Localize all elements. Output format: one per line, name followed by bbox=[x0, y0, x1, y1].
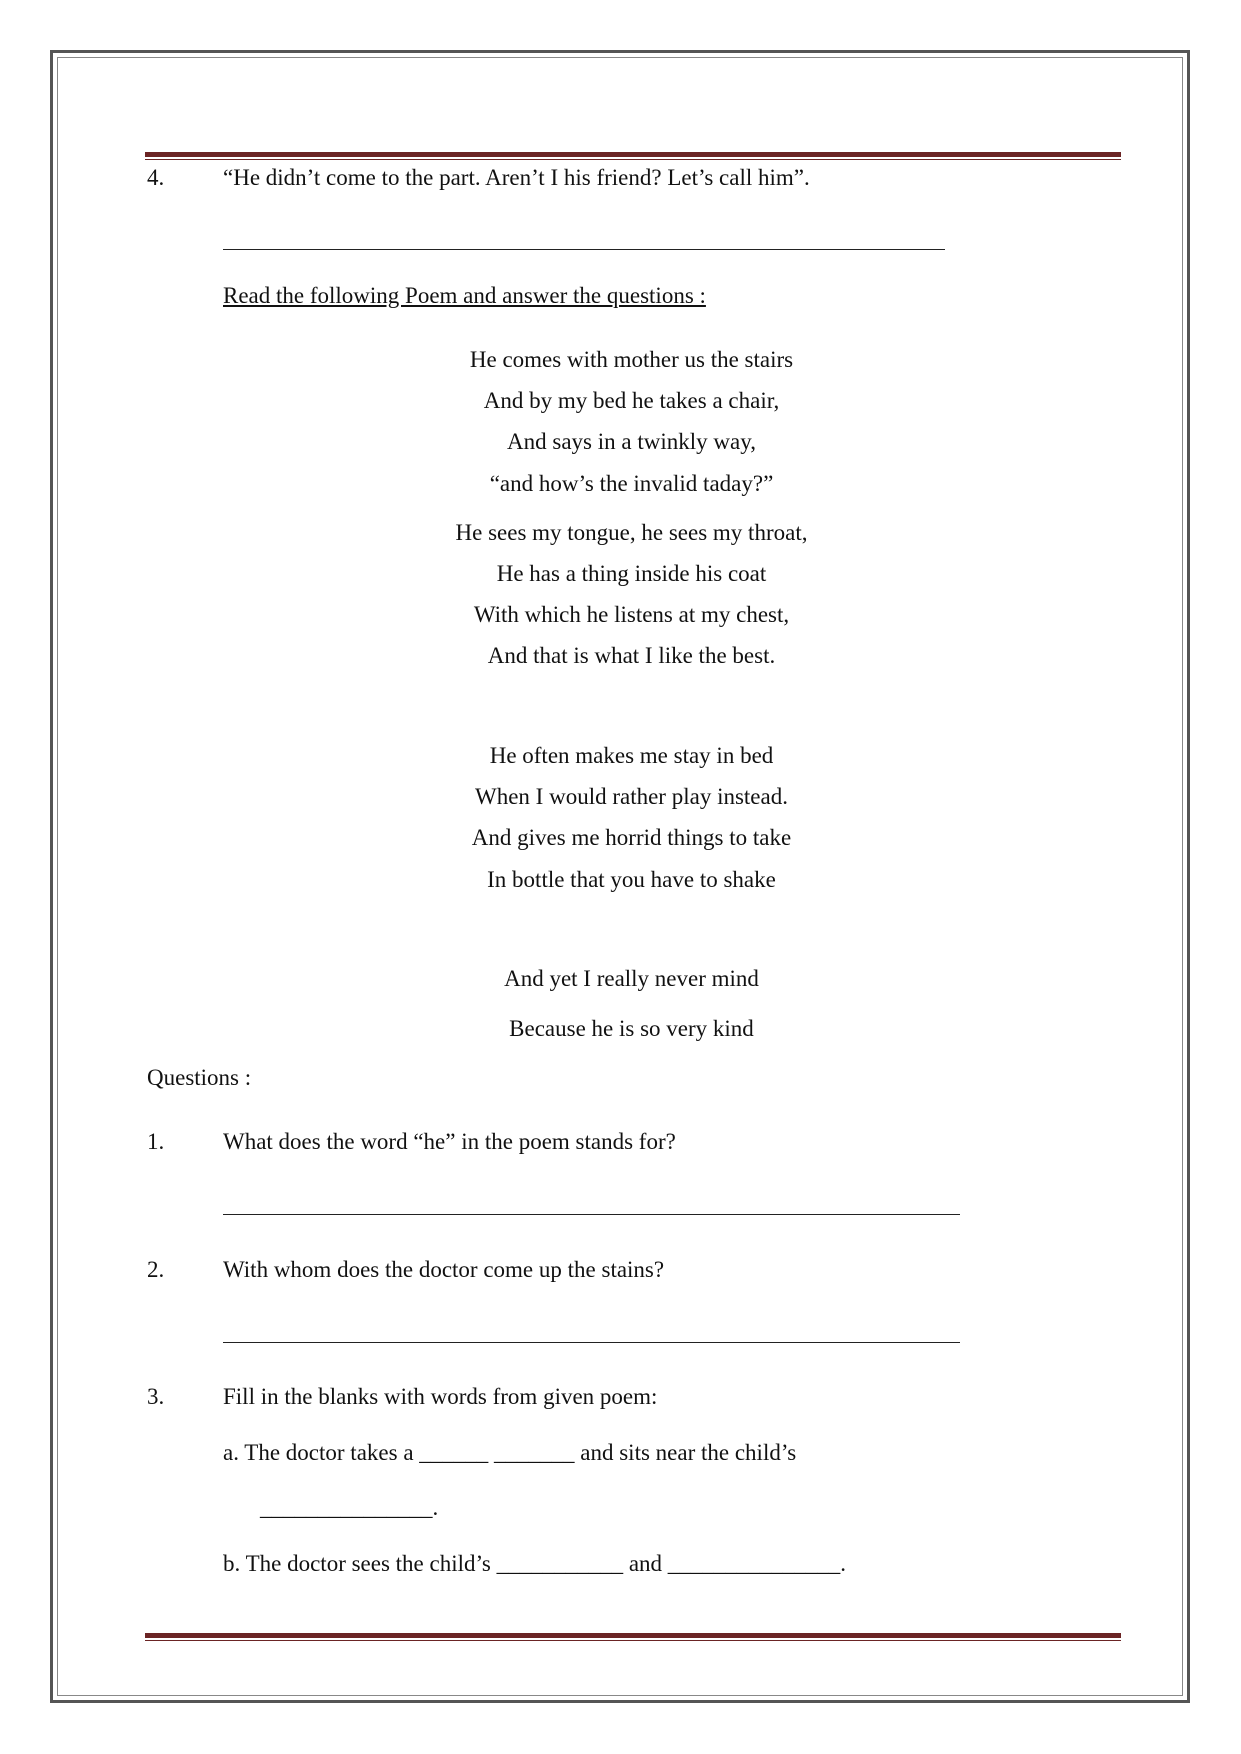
poem-line: With which he listens at my chest, bbox=[473, 602, 790, 627]
poem-line: And gives me horrid things to take bbox=[471, 825, 792, 850]
poem-line: “and how’s the invalid taday?” bbox=[489, 471, 774, 496]
poem-line: Because he is so very kind bbox=[509, 1016, 754, 1041]
answer-line-q1[interactable] bbox=[223, 1214, 960, 1215]
poem-line: When I would rather play instead. bbox=[475, 784, 788, 809]
fill-blank-b[interactable]: b. The doctor sees the child’s ___________ and _______________. bbox=[223, 1551, 847, 1576]
poem-line: And by my bed he takes a chair, bbox=[483, 388, 780, 413]
poem-line: And says in a twinkly way, bbox=[507, 429, 756, 454]
poem-line: In bottle that you have to shake bbox=[487, 867, 776, 892]
question-2-number: 2. bbox=[147, 1257, 165, 1282]
question-3-number: 3. bbox=[147, 1384, 165, 1409]
question-3-text: Fill in the blanks with words from given poem: bbox=[223, 1384, 658, 1409]
question-1-number: 1. bbox=[147, 1129, 165, 1154]
questions-heading: Questions : bbox=[147, 1065, 252, 1090]
poem-instruction: Read the following Poem and answer the questions : bbox=[223, 283, 706, 308]
answer-line-q4[interactable] bbox=[223, 249, 945, 250]
header-rule bbox=[145, 152, 1121, 160]
poem-line: He sees my tongue, he sees my throat, bbox=[455, 520, 808, 545]
question-2-text: With whom does the doctor come up the stains? bbox=[223, 1257, 665, 1282]
poem-line: And that is what I like the best. bbox=[487, 643, 776, 668]
answer-line-q2[interactable] bbox=[223, 1342, 960, 1343]
poem-line: He comes with mother us the stairs bbox=[469, 347, 794, 372]
question-1-text: What does the word “he” in the poem stands for? bbox=[223, 1129, 676, 1154]
poem-line: He often makes me stay in bed bbox=[489, 743, 774, 768]
question-4-number: 4. bbox=[147, 165, 165, 190]
fill-blank-a-line1[interactable]: a. The doctor takes a ______ _______ and sits near the child’s bbox=[223, 1440, 797, 1465]
footer-rule bbox=[145, 1633, 1121, 1641]
poem-line: And yet I really never mind bbox=[504, 966, 759, 991]
poem-line: He has a thing inside his coat bbox=[496, 561, 767, 586]
fill-blank-a-line2[interactable]: _______________. bbox=[260, 1495, 439, 1520]
question-4-text: “He didn’t come to the part. Aren’t I his friend? Let’s call him”. bbox=[223, 165, 810, 190]
